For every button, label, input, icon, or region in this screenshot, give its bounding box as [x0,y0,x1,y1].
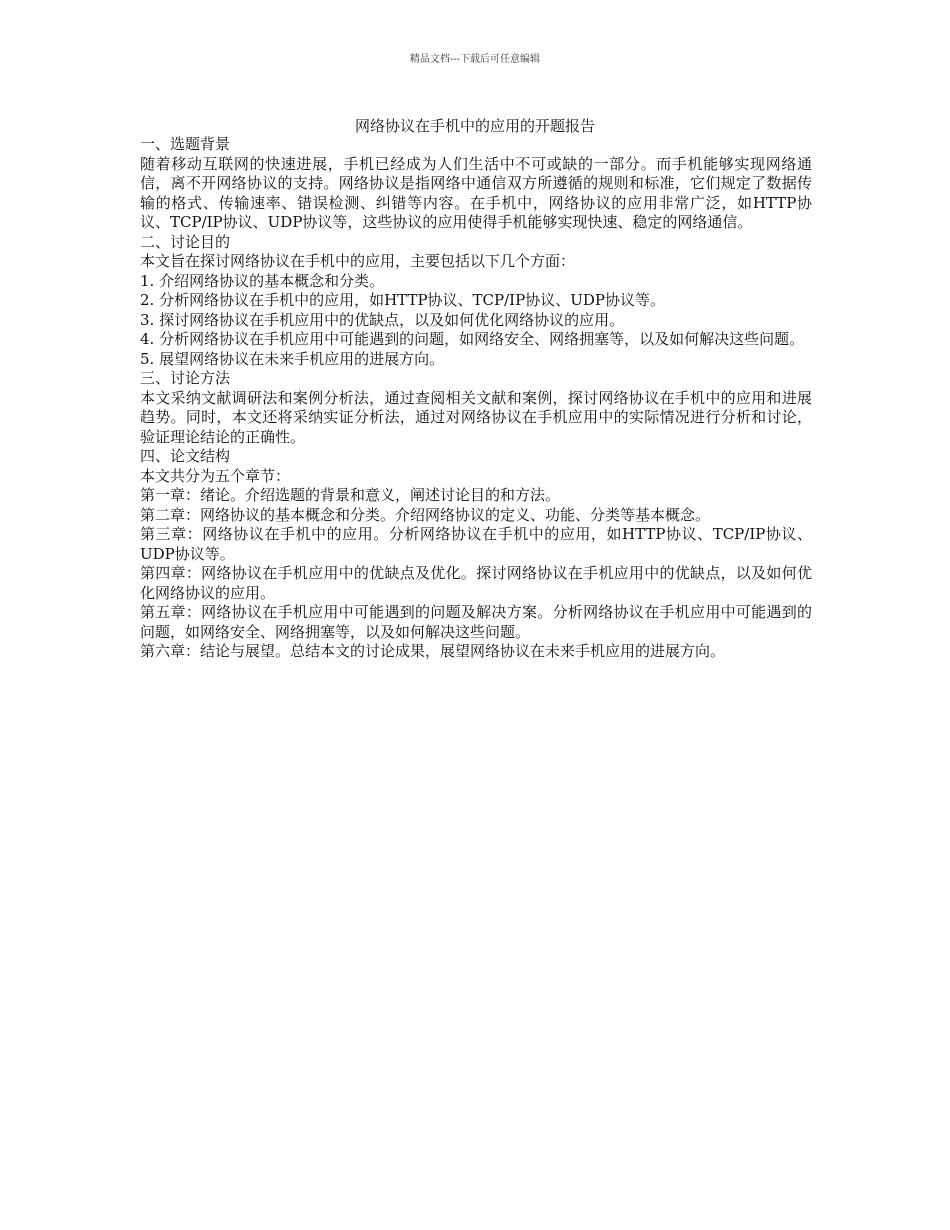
document-title: 网络协议在手机中的应用的开题报告 [354,117,595,135]
purpose-item-5: 5. 展望网络协议在未来手机应用的进展方向。 [140,349,445,368]
paragraph-method: 本文采纳文献调研法和案例分析法，通过查阅相关文献和案例，探讨网络协议在手机中的应用和进展趋势。同时，本文还将采纳实证分析法，通过对网络协议在手机应用中的实际情况进行分析和讨论，验证理论结论的正确性。 [140,388,812,446]
purpose-item-3: 3. 探讨网络协议在手机应用中的优缺点，以及如何优化网络协议的应用。 [140,310,625,329]
chapter-5: 第五章：网络协议在手机应用中可能遇到的问题及解决方案。分析网络协议在手机应用中可能遇到的问题，如网络安全、网络拥塞等，以及如何解决这些问题。 [140,603,812,641]
section-heading-method: 三、讨论方法 [140,369,231,387]
chapter-2: 第二章：网络协议的基本概念和分类。介绍网络协议的定义、功能、分类等基本概念。 [140,505,711,524]
section-heading-structure: 四、论文结构 [140,447,231,465]
chapter-1: 第一章：绪论。介绍选题的背景和意义，阐述讨论目的和方法。 [140,486,561,504]
section-heading-purpose: 二、讨论目的 [140,232,231,251]
document-body [140,135,812,662]
paragraph-purpose-intro: 本文旨在探讨网络协议在手机中的应用，主要包括以下几个方面： [140,252,576,270]
paragraph-background: 随着移动互联网的快速进展，手机已经成为人们生活中不可或缺的一部分。而手机能够实现网络通信，离不开网络协议的支持。网络协议是指网络中通信双方所遵循的规则和标准，它们规定了数据传输的格式、传输速率、错误检测、纠错等内容。在手机中，网络协议的应用非常广泛，如HTTP协议、TCP/IP协议、UDP协议等，这些协议的应用使得手机能够实现快速、稳定的网络通信。 [140,154,812,231]
chapter-3: 第三章：网络协议在手机中的应用。分析网络协议在手机中的应用，如HTTP协议、TCP/IP协议、UDP协议等。 [140,525,812,563]
page-header: 精品文档---下载后可任意编辑 [409,54,541,65]
paragraph-structure-intro: 本文共分为五个章节： [140,466,291,485]
purpose-item-1: 1. 介绍网络协议的基本概念和分类。 [140,271,385,290]
purpose-item-2: 2. 分析网络协议在手机中的应用，如HTTP协议、TCP/IP协议、UDP协议等。 [140,291,665,309]
purpose-item-4: 4. 分析网络协议在手机应用中可能遇到的问题，如网络安全、网络拥塞等，以及如何解决这些问题。 [140,330,805,348]
chapter-4: 第四章：网络协议在手机应用中的优缺点及优化。探讨网络协议在手机应用中的优缺点，以及如何优化网络协议的应用。 [140,564,812,602]
chapter-6: 第六章：结论与展望。总结本文的讨论成果，展望网络协议在未来手机应用的进展方向。 [140,642,726,660]
section-heading-background: 一、选题背景 [140,135,231,153]
